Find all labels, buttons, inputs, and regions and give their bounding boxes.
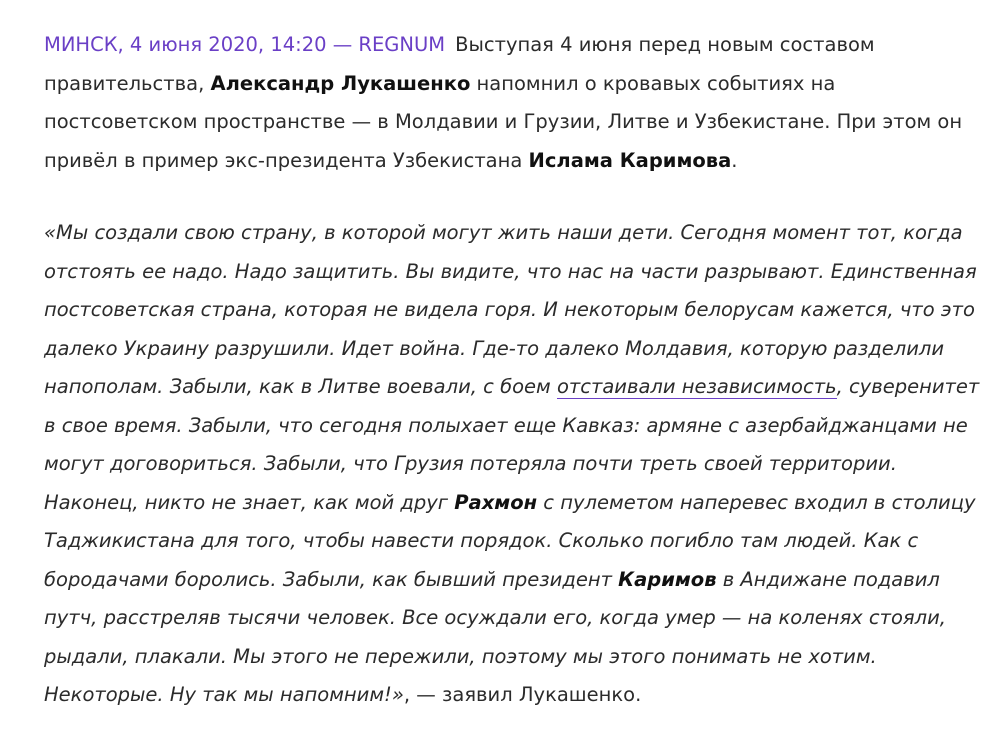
quote-part-2: , суверенитет в свое время. Забыли, что сегодня полыхает еще Кавказ: армяне с азербайджанцами не могут договориться. Забыли, что Грузия потеряла почти треть своей территории. Наконец, никто не знает, как мой друг — [44, 375, 980, 514]
independence-link[interactable]: отстаивали независимость — [556, 375, 837, 398]
person-name-lukashenko: Александр Лукашенко — [210, 71, 471, 95]
person-name-rahmon: Рахмон — [454, 490, 538, 514]
lead-paragraph — [44, 26, 994, 180]
quote-part-4: в Андижане подавил путч, расстреляв тысячи человек. Все осуждали его, когда умер — на коленях стояли, рыдали, плакали. Мы этого не пережили, поэтому мы этого понимать не хотим. Некоторые. Ну так мы напомним!» — [44, 567, 946, 706]
quote-attribution: , — заявил Лукашенко. — [403, 683, 642, 706]
lead-text-2: напомнил о кровавых событиях на постсоветском пространстве — в Молдавии и Грузии, Литве и Узбекистане. При этом он привёл в пример экс-президента Узбекистана — [44, 71, 963, 172]
person-name-karimov-quote: Каримов — [618, 567, 717, 591]
person-name-karimov: Ислама Каримова — [528, 148, 732, 172]
quote-part-1: «Мы создали свою страну, в которой могут жить наши дети. Сегодня момент тот, когда отстоять ее надо. Надо защитить. Вы видите, что нас на части разрывают. Единственная постсоветская страна, которая не видела горя. И некоторым белорусам кажется, что это далеко Украину разрушили. Идет война. Где-то далеко Молдавия, которую разделили напополам. Забыли, как в Литве воевали, с боем — [44, 221, 977, 398]
lead-text-3: . — [731, 148, 738, 172]
quote-part-3: с пулеметом наперевес входил в столицу Таджикистана для того, чтобы навести порядок. Сколько погибло там людей. Как с бородачами боролись. Забыли, как бывший президент — [44, 490, 976, 591]
article-body — [44, 26, 994, 715]
dateline: МИНСК, 4 июня 2020, 14:20 — REGNUM — [44, 33, 446, 56]
quote-paragraph — [44, 214, 994, 715]
lead-text-1: Выступая 4 июня перед новым составом правительства, — [44, 33, 875, 95]
